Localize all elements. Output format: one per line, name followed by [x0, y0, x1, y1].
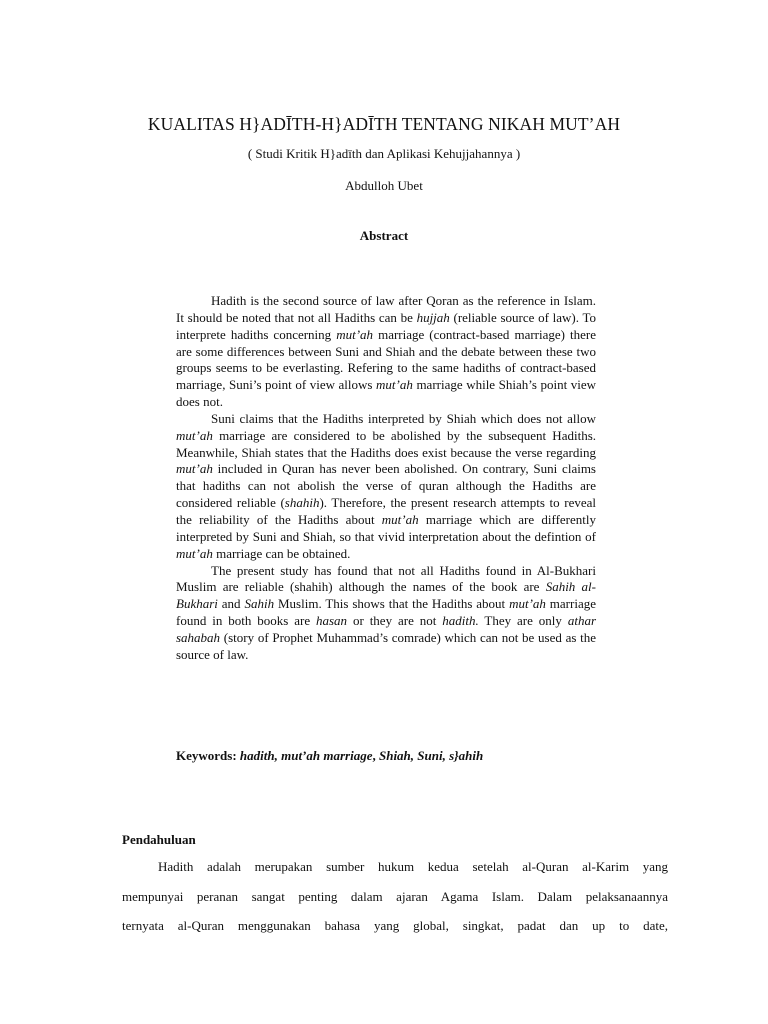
abstract-heading: Abstract: [359, 228, 409, 243]
abstract-paragraph: [176, 411, 596, 563]
text-run: (story of Prophet Muhammad’s comrade) which can not be used as the source of law.: [176, 629, 596, 662]
italic-term: Sahih al-Bukhari: [176, 579, 596, 612]
italic-term: hasan: [316, 613, 348, 629]
italic-term: athar sahabah: [176, 613, 596, 645]
body-line: mempunyai peranan sangat penting dalam ajaran Agama Islam. Dalam pelaksanaannya: [122, 888, 668, 904]
text-run: (reliable source of law). To interprete hadiths concerning: [176, 309, 596, 342]
text-run: marriage which are differently interpreted by Suni and Shiah, so that vivid interpretation about the defintion of: [176, 511, 596, 544]
keyword-term: ,: [372, 748, 379, 763]
paper-title: KUALITAS H}ADĪTH-H}ADĪTH TENTANG NIKAH MUT’AH: [147, 114, 621, 134]
italic-term: mut’ah: [376, 377, 413, 393]
text-run: marriage are considered to be abolished by the subsequent Hadiths. Meanwhile, Shiah states that the Hadiths does exist because the verse regarding: [176, 427, 596, 460]
text-run: The present study has found that not all Hadiths found in Al-Bukhari Muslim are reliable (shahih) although the names of the book are: [176, 562, 596, 595]
section-body: [122, 852, 668, 941]
body-line: Hadith adalah merupakan sumber hukum kedua setelah al-Quran al-Karim yang: [158, 859, 668, 874]
text-run: marriage while Shiah’s point view does not.: [176, 377, 597, 410]
text-run: They are only: [478, 613, 568, 629]
italic-term: hadith.: [442, 613, 479, 629]
italic-term: mut’ah: [336, 326, 374, 342]
body-line: ternyata al-Quran menggunakan bahasa yang global, singkat, padat dan up to date,: [122, 918, 668, 933]
abstract-paragraph: [176, 563, 596, 664]
author-name: Abdulloh Ubet: [345, 178, 423, 193]
paper-subtitle: ( Studi Kritik H}adīth dan Aplikasi Kehujjahannya ): [247, 146, 521, 161]
abstract-paragraph: [176, 293, 596, 411]
abstract-body: [176, 293, 596, 664]
text-run: Muslim. This shows that the Hadiths about: [274, 596, 510, 612]
text-run: marriage can be obtained.: [212, 545, 351, 561]
text-run: or they are not: [347, 613, 443, 629]
italic-term: mut’ah: [381, 511, 419, 527]
italic-term: mut’ah: [509, 596, 546, 612]
keywords-label: Keywords:: [176, 748, 237, 763]
text-run: Suni claims that the Hadiths interpreted by Shiah which does not allow: [211, 410, 596, 426]
keyword-term: Shiah, Suni, s}ahih: [378, 748, 484, 763]
text-run: marriage found in both books are: [176, 596, 596, 629]
text-run: Hadith is the second source of law after Qoran as the reference in Islam. It should be noted that not all Hadiths can be: [176, 293, 596, 325]
italic-term: Sahih: [244, 596, 275, 612]
text-run: marriage (contract-based marriage) there are some differences between Suni and Shiah and the debate between these two groups seems to be everlasting. Refering to the same hadiths of contract-based marriage, Suni’s point of view allows: [176, 326, 596, 393]
text-run: and: [217, 596, 245, 612]
text-run: included in Quran has never been abolished. On contrary, Suni claims that hadiths can not abolish the verse of quran although the Hadiths are considered reliable (: [176, 461, 596, 511]
italic-term: hujjah: [416, 309, 450, 325]
keyword-term: hadith, mut’ah marriage: [239, 748, 373, 763]
text-run: ). Therefore, the present research attempts to reveal the reliability of the Hadiths about: [176, 495, 596, 527]
keywords-list: [240, 748, 483, 763]
italic-term: mut’ah: [176, 427, 213, 443]
italic-term: shahih: [284, 495, 320, 511]
italic-term: mut’ah: [176, 545, 213, 561]
italic-term: mut’ah: [176, 461, 213, 477]
keywords-line: [176, 748, 483, 764]
section-heading: Pendahuluan: [122, 832, 196, 847]
